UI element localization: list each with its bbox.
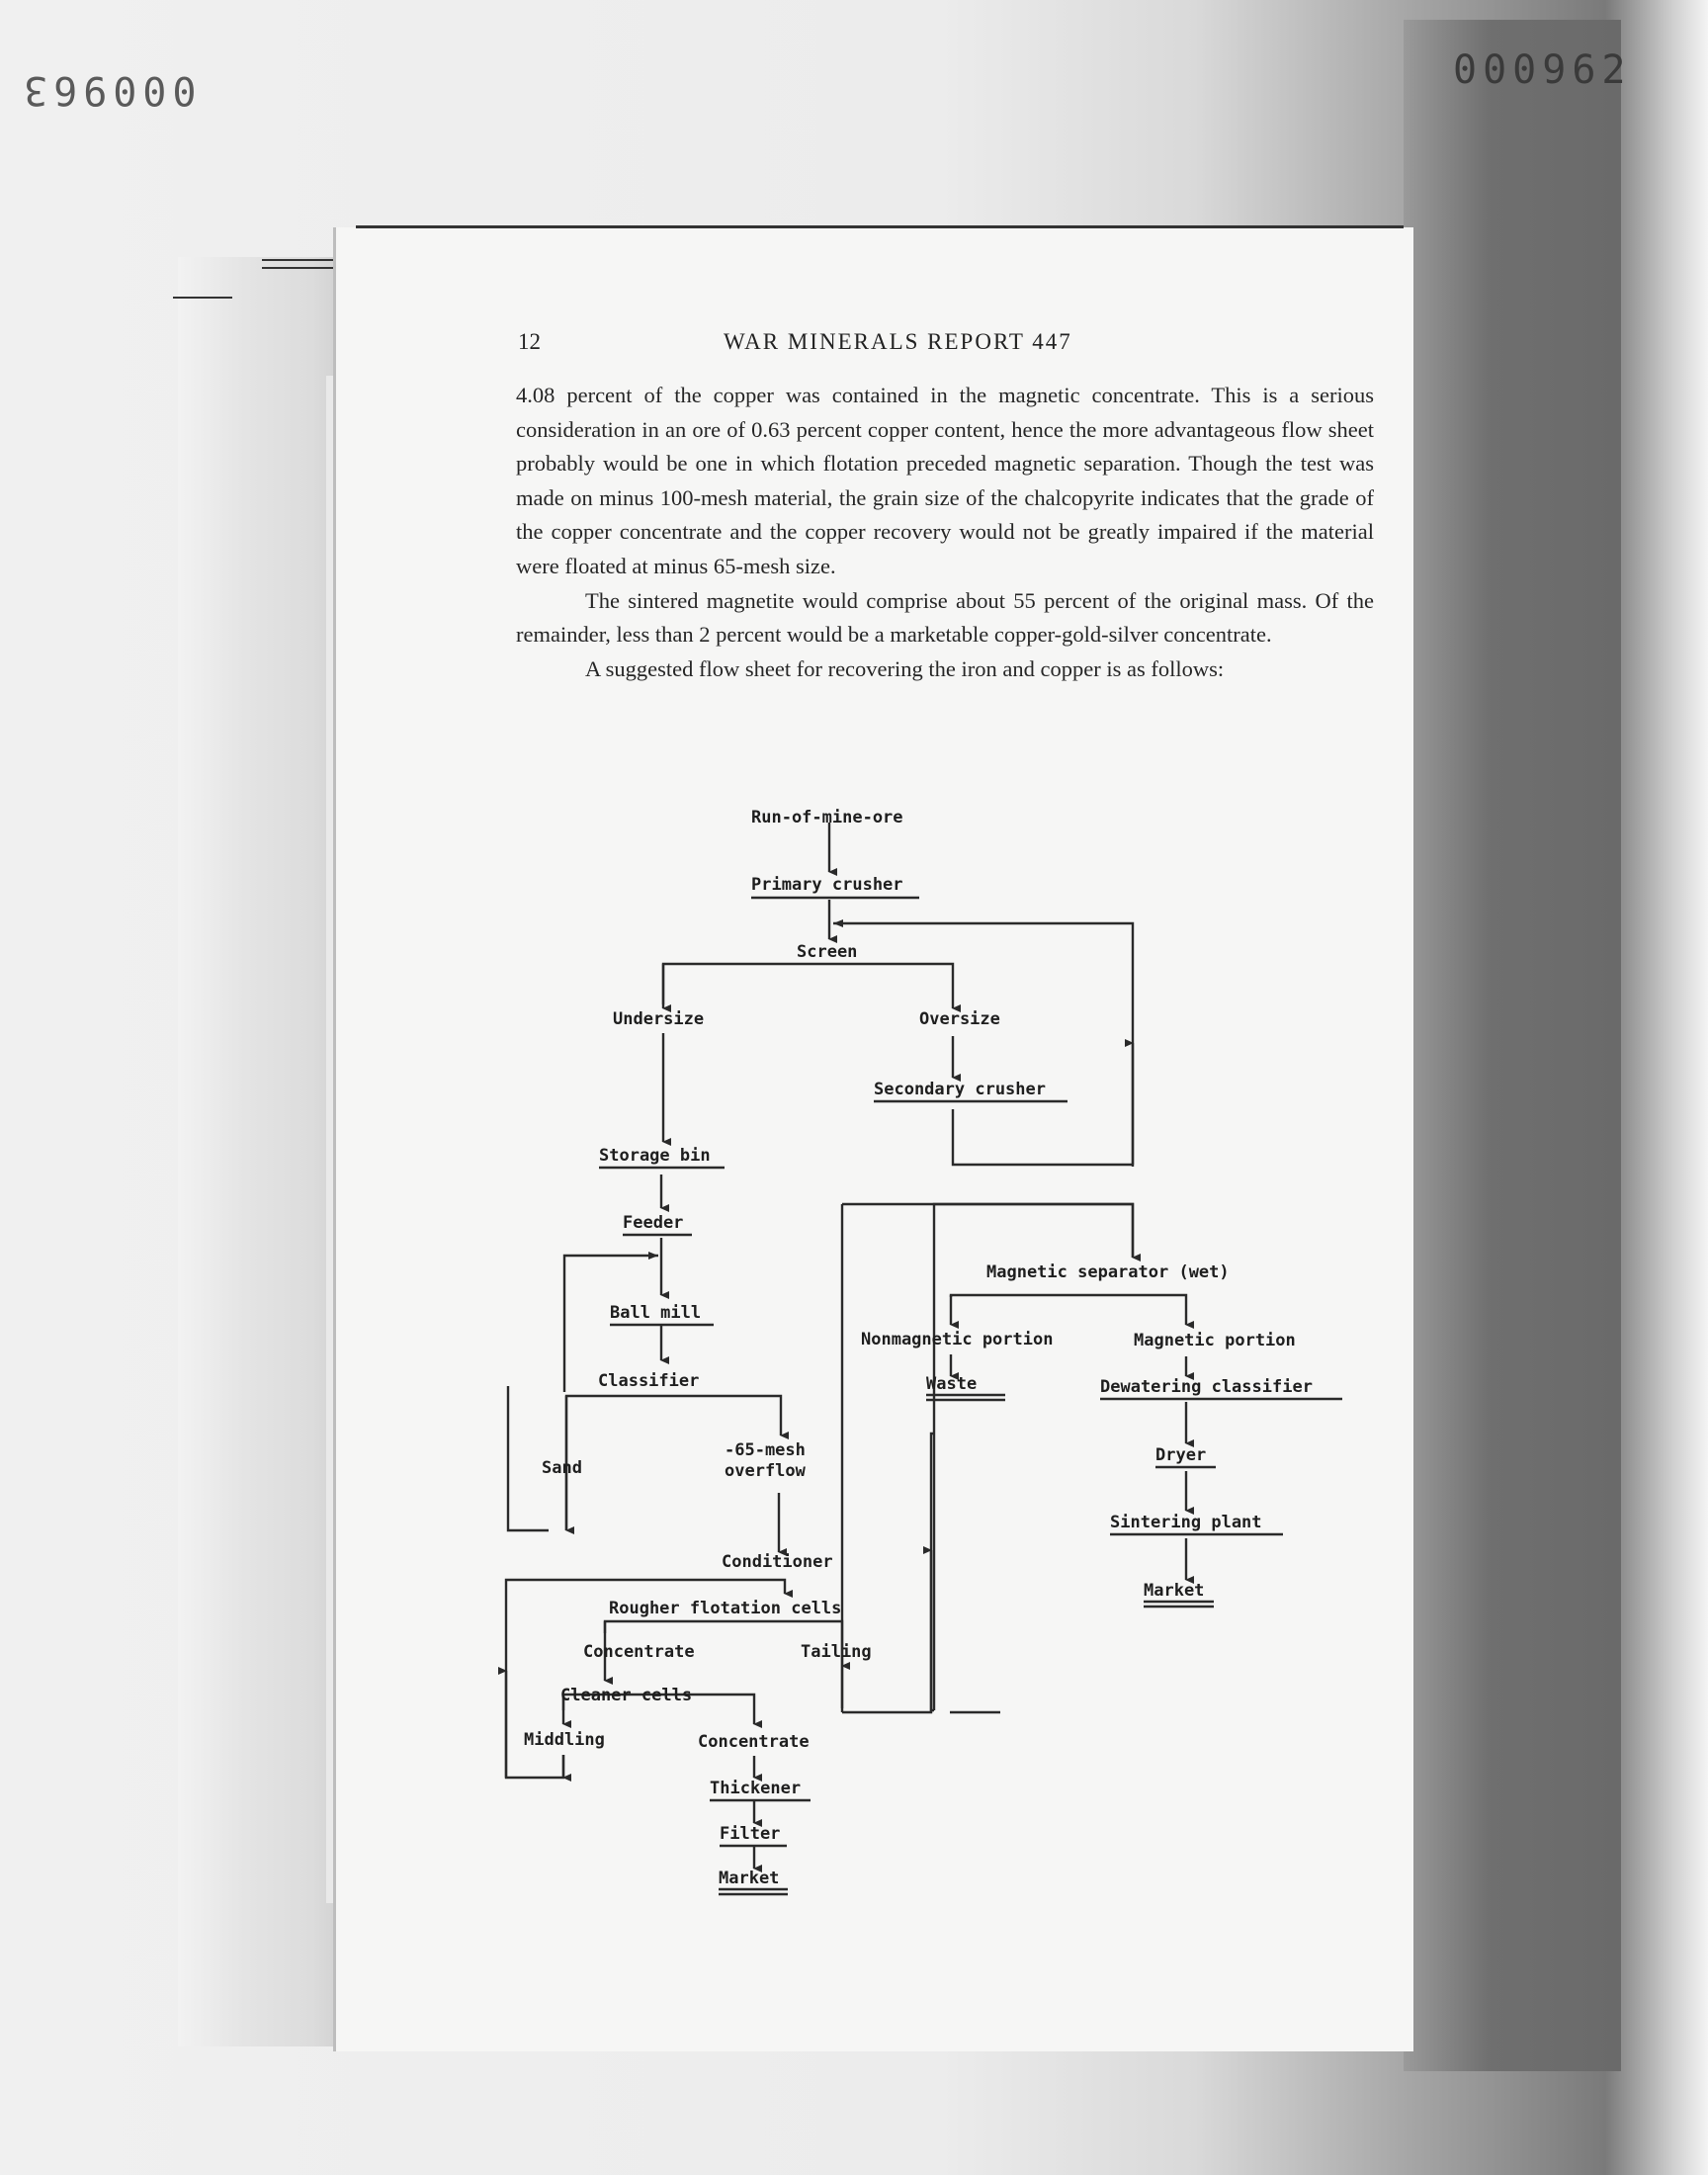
flow-node-dewatering-classifier: Dewatering classifier: [1100, 1377, 1313, 1397]
flow-node-dryer: Dryer: [1155, 1445, 1207, 1465]
flow-node-ball-mill: Ball mill: [610, 1303, 702, 1323]
flow-node-copper-market: Market: [719, 1869, 780, 1888]
flow-connectors: [506, 823, 1186, 1869]
flow-node-middling: Middling: [524, 1730, 605, 1750]
flow-node-overflow-line1: -65-mesh: [725, 1440, 806, 1460]
flow-node-screen: Screen: [797, 942, 858, 962]
page-number: 12: [518, 329, 541, 354]
paragraph: The sintered magnetite would comprise about 55 percent of the original mass. Of the remainder, less than 2 percent would be a marketable copper-gold-silver concentrate.: [516, 587, 1374, 648]
flow-node-overflow-line2: overflow: [725, 1461, 806, 1481]
flow-node-oversize: Oversize: [919, 1009, 1000, 1029]
flow-node-storage-bin: Storage bin: [599, 1146, 711, 1166]
flow-node-primary-crusher: Primary crusher: [751, 875, 903, 895]
flow-node-iron-market: Market: [1144, 1581, 1205, 1601]
flow-node-secondary-crusher: Secondary crusher: [874, 1080, 1046, 1099]
document-stamp-top-right: 000962: [1453, 47, 1632, 93]
running-title: WAR MINERALS REPORT 447: [724, 329, 1072, 354]
flow-node-classifier: Classifier: [598, 1371, 700, 1391]
flow-node-magnetic-portion: Magnetic portion: [1134, 1331, 1296, 1350]
flow-node-cleaner-concentrate: Concentrate: [698, 1732, 810, 1752]
flow-node-run-of-mine-ore: Run-of-mine-ore: [751, 808, 903, 827]
flow-node-rougher-flotation-cells: Rougher flotation cells: [609, 1599, 842, 1618]
flow-node-sand: Sand: [542, 1458, 582, 1478]
flow-node-cleaner-cells: Cleaner cells: [560, 1686, 693, 1705]
flow-node-waste: Waste: [926, 1374, 978, 1394]
flow-node-thickener: Thickener: [710, 1779, 802, 1798]
flow-node-magnetic-separator: Magnetic separator (wet): [986, 1262, 1230, 1282]
flow-node-sintering-plant: Sintering plant: [1110, 1513, 1262, 1532]
document-stamp-top-left: 000963: [18, 67, 197, 113]
flow-node-nonmagnetic-portion: Nonmagnetic portion: [861, 1330, 1054, 1349]
paragraph: A suggested flow sheet for recovering the iron and copper is as follows:: [585, 655, 1225, 681]
flow-node-undersize: Undersize: [613, 1009, 705, 1029]
flow-node-filter: Filter: [720, 1824, 781, 1844]
paragraph: 4.08 percent of the copper was contained in the magnetic concentrate. This is a serious consideration in an ore of 0.63 percent copper content, hence the more advantageous flow sheet probably would be one in which flotation preceded magnetic separation. Though the test was made on minus 100-mesh material, the grain size of the chalcopyrite indicates that the grade of the copper concentrate and the copper recovery would not be greatly impaired if the material were floated at minus 65-mesh size.: [516, 383, 1374, 578]
flow-node-feeder: Feeder: [623, 1213, 684, 1233]
flow-node-conditioner: Conditioner: [722, 1552, 833, 1572]
flow-node-rougher-concentrate: Concentrate: [583, 1642, 695, 1662]
flow-node-tailing: Tailing: [801, 1642, 872, 1662]
